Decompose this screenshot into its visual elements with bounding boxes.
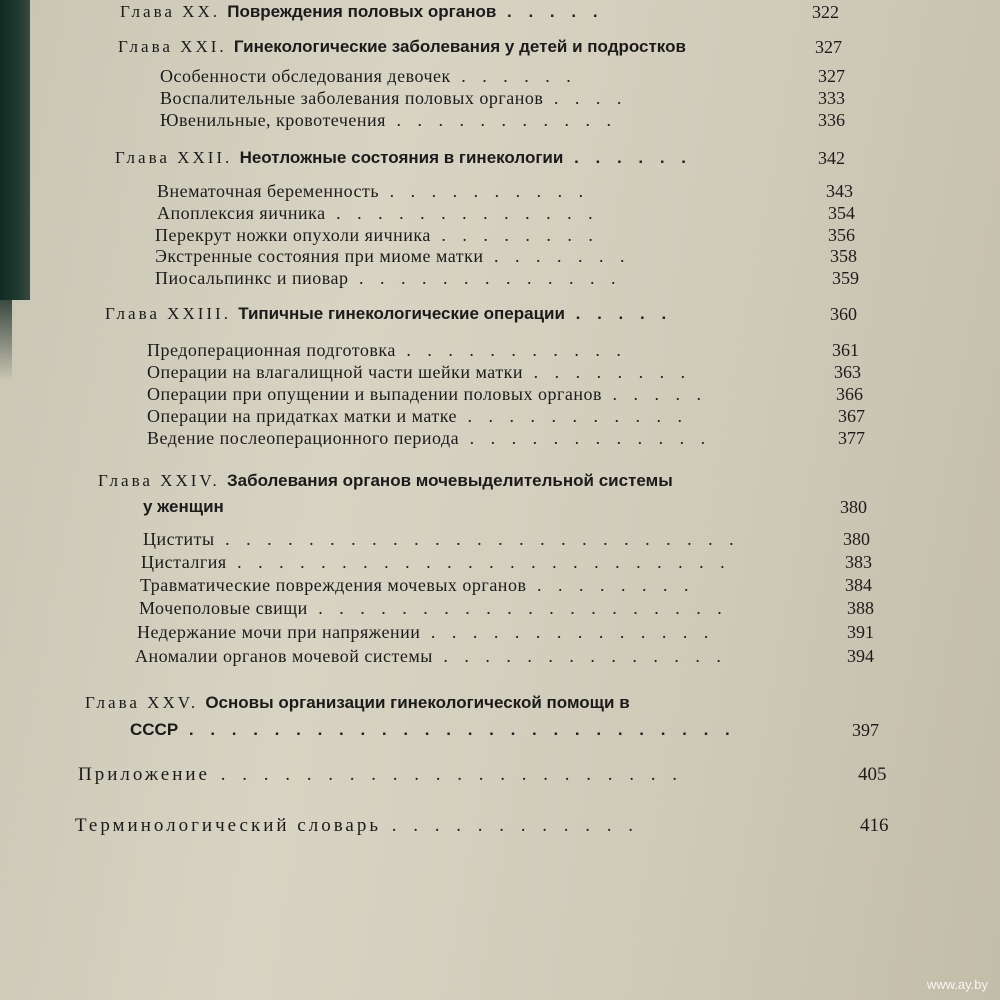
page-number: 405	[858, 764, 887, 785]
toc-section-entry	[157, 181, 589, 202]
toc-chapter-entry	[130, 720, 736, 740]
toc-chapter-entry	[105, 304, 672, 324]
toc-chapter-entry	[118, 37, 686, 57]
toc-section-entry	[160, 88, 627, 109]
page-number: 333	[818, 88, 845, 108]
page-number: 336	[818, 110, 845, 130]
dot-leader: . . . . . . . .	[526, 575, 695, 595]
page-number: 388	[847, 598, 874, 618]
chapter-label: Глава XXI.	[118, 37, 234, 56]
toc-chapter-entry	[120, 2, 604, 22]
dot-leader: . . . . . . . . . . . . .	[348, 268, 622, 288]
page-number: 358	[830, 246, 857, 266]
entry-title: Операции при опущении и выпадении половых органов	[147, 384, 603, 404]
toc-section-entry	[147, 384, 707, 405]
page-number: 384	[845, 575, 872, 595]
dot-leader: . . . . . . . . . . . . . . . . . . . .	[307, 598, 728, 618]
dot-leader: . . . . .	[564, 304, 673, 323]
dot-leader: . . . . . .	[563, 148, 693, 167]
dot-leader: . . . . .	[496, 2, 604, 21]
page-number: 366	[836, 384, 863, 404]
toc-section-entry	[147, 428, 711, 449]
entry-title: Экстренные состояния при миоме матки	[155, 246, 484, 266]
book-cover-edge-shadow	[0, 300, 12, 380]
toc-section-entry	[147, 362, 691, 383]
dot-leader: . . . . . . . . . . . . .	[325, 203, 599, 223]
page-number: 383	[845, 552, 872, 572]
page-number: 377	[838, 428, 865, 448]
toc-chapter-entry	[85, 693, 630, 713]
entry-title: Ведение послеоперационного периода	[147, 428, 460, 448]
dot-leader: . . . . . . . . . . .	[385, 110, 617, 130]
dot-leader: . . . . . . . . . . . . . . . . . . . . . .	[209, 764, 683, 785]
page-number: 356	[828, 225, 855, 245]
entry-title: Операции на влагалищной части шейки матки	[147, 362, 524, 382]
entry-title: Воспалительные заболевания половых органов	[160, 88, 544, 108]
entry-title: Основы организации гинекологической помощи в	[205, 693, 630, 712]
chapter-label: Глава XXIII.	[105, 304, 239, 323]
page-number: 416	[860, 815, 889, 836]
entry-title: Аномалии органов мочевой системы	[135, 646, 433, 666]
dot-leader: . . . . . . . . . .	[379, 181, 590, 201]
page-number: 367	[838, 406, 865, 426]
dot-leader: . . . . . . . . . . . . . . . . . . . . . . . . .	[214, 529, 740, 549]
page-number: 343	[826, 181, 853, 201]
entry-title: Типичные гинекологические операции	[238, 304, 565, 323]
page-number: 380	[843, 529, 870, 549]
dot-leader: . . . .	[543, 88, 628, 108]
entry-title: СССР	[130, 720, 179, 739]
dot-leader: . . . . . .	[450, 66, 577, 86]
entry-title: Особенности обследования девочек	[160, 66, 451, 86]
entry-title: Операции на придатках матки и матке	[147, 406, 458, 426]
entry-title: Мочеполовые свищи	[139, 598, 308, 618]
dot-leader: . . . . . . . . . . .	[457, 406, 689, 426]
page-number: 360	[830, 304, 857, 324]
toc-section-entry	[135, 646, 727, 667]
toc-appendix-entry	[78, 764, 683, 786]
page-number: 354	[828, 203, 855, 223]
page-number: 359	[832, 268, 859, 288]
dot-leader: . . . . . . . . . . . . . . . . . . . . . . . .	[226, 552, 731, 572]
toc-chapter-entry	[115, 148, 692, 168]
entry-title: Повреждения половых органов	[227, 2, 497, 21]
dot-leader: . . . . .	[602, 384, 708, 404]
toc-section-entry	[160, 66, 577, 87]
page-number: 394	[847, 646, 874, 666]
toc-section-entry	[140, 575, 694, 596]
entry-title: Травматические повреждения мочевых органов	[140, 575, 527, 595]
dot-leader: . . . . . . . .	[430, 225, 599, 245]
dot-leader: . . . . . . . . . . . . . .	[432, 646, 727, 666]
toc-section-entry	[155, 246, 631, 267]
page-number: 327	[815, 37, 842, 57]
entry-title: Перекрут ножки опухоли яичника	[155, 225, 431, 245]
page-number: 327	[818, 66, 845, 86]
toc-section-entry	[157, 203, 599, 224]
page-number: 363	[834, 362, 861, 382]
toc-chapter-entry	[143, 497, 224, 517]
toc-section-entry	[147, 406, 688, 427]
page-number: 322	[812, 2, 839, 22]
entry-title: Внематочная беременность	[157, 181, 380, 201]
toc-section-entry	[137, 622, 714, 643]
entry-title: Гинекологические заболевания у детей и подростков	[233, 37, 686, 56]
entry-title: у женщин	[143, 497, 224, 516]
page-number: 391	[847, 622, 874, 642]
chapter-label: Глава XXV.	[85, 693, 206, 712]
entry-title: Апоплексия яичника	[157, 203, 326, 223]
toc-section-entry	[141, 552, 731, 573]
watermark: www.ay.by	[926, 977, 988, 992]
entry-title: Ювенильные, кровотечения	[160, 110, 386, 130]
entry-title: Неотложные состояния в гинекологии	[239, 148, 564, 167]
dot-leader: . . . . . . . .	[523, 362, 692, 382]
entry-title: Предоперационная подготовка	[147, 340, 396, 360]
dot-leader: . . . . . . . . . . . .	[381, 815, 640, 836]
entry-title: Приложение	[78, 764, 210, 785]
entry-title: Пиосальпинкс и пиовар	[155, 268, 349, 288]
chapter-label: Глава XXIV.	[98, 471, 227, 490]
dot-leader: . . . . . . . . . . . . . . . . . . . . . . . . . .	[178, 720, 736, 739]
toc-section-entry	[160, 110, 617, 131]
page-number: 342	[818, 148, 845, 168]
entry-title: Циститы	[143, 529, 215, 549]
entry-title: Заболевания органов мочевыделительной системы	[226, 471, 673, 490]
dot-leader: . . . . . . . . . . . .	[459, 428, 712, 448]
toc-section-entry	[155, 225, 599, 246]
page-number: 380	[840, 497, 867, 517]
page-number: 361	[832, 340, 859, 360]
entry-title: Терминологический словарь	[75, 815, 382, 836]
toc-section-entry	[139, 598, 728, 619]
entry-title: Цисталгия	[141, 552, 227, 572]
toc-appendix-entry	[75, 815, 639, 837]
page-number: 397	[852, 720, 879, 740]
book-cover-edge	[0, 0, 30, 300]
toc-chapter-entry	[98, 471, 673, 491]
toc-section-entry	[143, 529, 740, 550]
dot-leader: . . . . . . . . . . .	[395, 340, 627, 360]
chapter-label: Глава XXII.	[115, 148, 240, 167]
toc-section-entry	[155, 268, 621, 289]
toc-section-entry	[147, 340, 627, 361]
entry-title: Недержание мочи при напряжении	[137, 622, 421, 642]
dot-leader: . . . . . . .	[483, 246, 631, 266]
dot-leader: . . . . . . . . . . . . . .	[420, 622, 715, 642]
chapter-label: Глава XX.	[120, 2, 228, 21]
